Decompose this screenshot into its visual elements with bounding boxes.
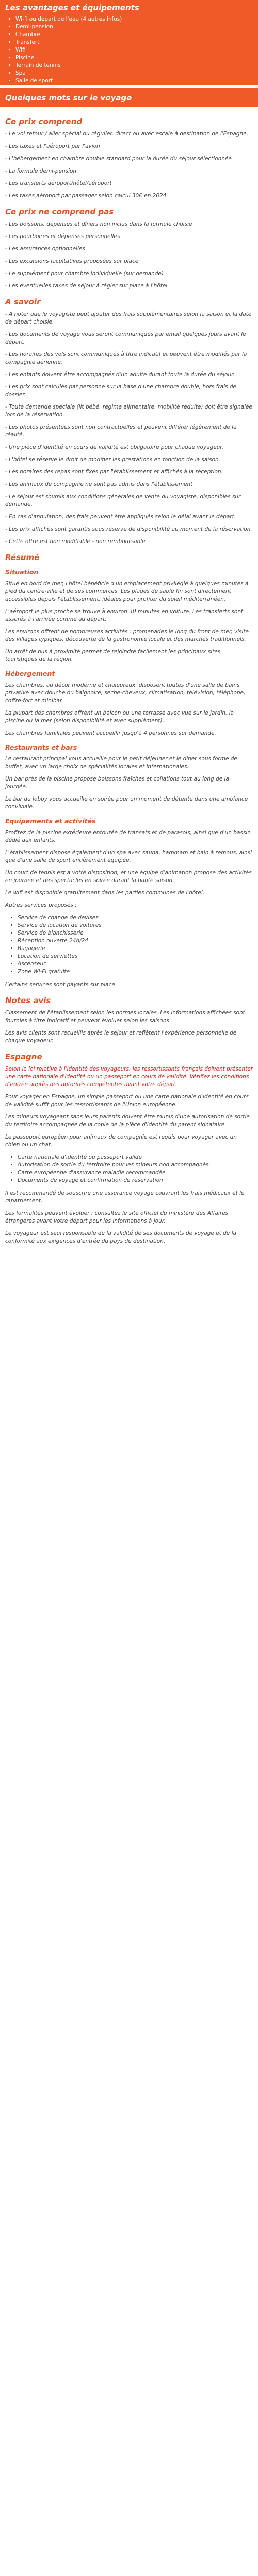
section-title-included: Ce prix comprend <box>5 117 83 126</box>
accommodation-paragraph: La plupart des chambres offrent un balcon ou une terrasse avec vue sur le jardin, la piscine ou la mer (selon disponibilité et avec supplément). <box>5 710 234 724</box>
not-included-line: - Les excursions facultatives proposées sur place <box>5 258 139 264</box>
not-included-line: - Le supplément pour chambre individuelle (sur demande) <box>5 270 164 277</box>
requirement-item: • Carte nationale d'identité ou passeport valide <box>18 1154 253 1161</box>
included-line: - Les transferts aéroport/hôtel/aéroport <box>5 180 112 187</box>
service-item: • Service de location de voitures <box>18 922 253 929</box>
included-line: - La formule demi-pension <box>5 168 77 174</box>
subsection-title-restaurants: Restaurants et bars <box>5 743 77 751</box>
advantage-item: • Salle de sport <box>15 77 258 85</box>
service-item: • Bagagerie <box>18 945 253 953</box>
spain-paragraph: Les mineurs voyageant sans leurs parents doivent être munis d'une autorisation de sortie du territoire accompagnée de la copie de la pièce d'identité du parent signataire. <box>5 1114 250 1128</box>
included-line: - Le vol retour / aller spécial ou régulier, direct ou avec escale à destination de l'Espagne. <box>5 131 248 137</box>
not-included-line: - Les assurances optionnelles <box>5 246 85 252</box>
not-included-line: - Les pourboires et dépenses personnelles <box>5 233 120 240</box>
service-item: • Ascenseur <box>18 960 253 968</box>
spain-requirements-list <box>5 1154 253 1184</box>
accommodation-paragraph: Les chambres familiales peuvent accueillir jusqu'à 4 personnes sur demande. <box>5 730 216 736</box>
section-title-good-to-know: A savoir <box>5 297 41 307</box>
facilities-paragraph: Le wifi est disponible gratuitement dans les parties communes de l'hôtel. <box>5 890 205 896</box>
restaurant-paragraph: Le bar du lobby vous accueille en soirée pour un moment de détente dans une ambiance conviviale. <box>5 796 248 810</box>
spain-closing: Le voyageur est seul responsable de la validité de ses documents de voyage et de la conformité aux exigences d'entrée du pays de destination. <box>5 1230 236 1244</box>
advantage-item: • Chambre <box>15 31 258 39</box>
info-line: - Les prix sont calculés par personne sur la base d'une chambre double, hors frais de dossier. <box>5 384 236 398</box>
spain-paragraph: Pour voyager en Espagne, un simple passeport ou une carte nationale d'identité en cours de validité suffit pour les ressortissants de l'Union européenne. <box>5 1094 249 1108</box>
trip-intro-band: Quelques mots sur le voyage <box>0 88 258 107</box>
subsection-title-accommodation: Hébergement <box>5 670 55 677</box>
not-included-line: - Les éventuelles taxes de séjour à régler sur place à l'hôtel <box>5 283 168 289</box>
info-line: - Les documents de voyage vous seront communiqués par email quelques jours avant le départ. <box>5 331 246 345</box>
not-included-line: - Les boissons, dépenses et dîners non inclus dans la formule choisie <box>5 221 192 227</box>
requirement-item: • Carte européenne d'assurance maladie recommandée <box>18 1169 253 1177</box>
info-line: - Toute demande spéciale (lit bébé, régime alimentaire, mobilité réduite) doit être signalée lors de la réservation. <box>5 404 252 418</box>
page <box>0 0 258 1260</box>
spain-alert: Selon la loi relative à l'identité des voyageurs, les ressortissants français doivent présenter une carte nationale d'identité ou un passeport en cours de validité. Vérifiez les conditions d'entrée auprès des autorités compétentes avant votre départ. <box>5 1066 253 1088</box>
service-item: • Service de change de devises <box>18 914 253 922</box>
facilities-paragraph: Profitez de la piscine extérieure entourée de transats et de parasols, ainsi que d'un bassin dédié aux enfants. <box>5 829 251 843</box>
advantage-item: • Wifi <box>15 46 258 54</box>
info-line: - Une pièce d'identité en cours de validité est obligatoire pour chaque voyageur. <box>5 444 224 450</box>
included-line: - Les taxes et l'aéroport par l'avion <box>5 143 100 149</box>
restaurant-paragraph: Un bar près de la piscine propose boissons fraîches et collations tout au long de la journée. <box>5 776 229 790</box>
accommodation-paragraph: Les chambres, au décor moderne et chaleureux, disposent toutes d'une salle de bains privative avec douche ou baignoire, sèche-cheveux, climatisation, télévision, téléphone, coffre-fort et minibar. <box>5 682 246 704</box>
services-list <box>5 914 253 976</box>
service-item: • Zone Wi-Fi gratuite <box>18 968 253 976</box>
subsection-title-facilities: Equipements et activités <box>5 817 96 825</box>
info-line: - Les photos présentées sont non contractuelles et peuvent différer légèrement de la réalité. <box>5 424 237 438</box>
spain-paragraph: Le passeport européen pour animaux de compagnie est requis pour voyager avec un chien ou un chat. <box>5 1134 237 1148</box>
facilities-paragraph: L'établissement dispose également d'un spa avec sauna, hammam et bain à remous, ainsi que d'une salle de sport entièrement équipée. <box>5 850 252 863</box>
requirement-item: • Documents de voyage et confirmation de réservation <box>18 1177 253 1184</box>
info-line: - Les prix affichés sont garantis sous réserve de disponibilité au moment de la réservation. <box>5 526 252 532</box>
included-line: - Les taxes aéroport par passager selon calcul 30€ en 2024 <box>5 193 167 199</box>
section-title-spain: Espagne <box>5 1052 42 1061</box>
service-item: • Réception ouverte 24h/24 <box>18 937 253 945</box>
facilities-paragraph: Un court de tennis est à votre disposition, et une équipe d'animation propose des activités en journée et des spectacles en soirée durant la haute saison. <box>5 870 252 884</box>
service-item: • Service de blanchisserie <box>18 929 253 937</box>
advantage-item: • Terrain de tennis <box>15 62 258 70</box>
non-refundable-note: - Cette offre est non modifiable - non remboursable <box>5 538 146 545</box>
service-item: • Location de serviettes <box>18 953 253 960</box>
advantage-item: • Wi-fi ou départ de l'eau (4 autres infos) <box>15 15 258 23</box>
spain-closing: Il est recommandé de souscrire une assurance voyage couvrant les frais médicaux et le rapatriement. <box>5 1190 245 1204</box>
section-title-summary: Résumé <box>5 553 40 562</box>
advantages-list <box>0 15 258 85</box>
location-paragraph: Un arrêt de bus à proximité permet de rejoindre facilement les principaux sites touristiques de la région. <box>5 649 221 663</box>
info-line: - Les horaires des repas sont fixés par l'établissement et affichés à la réception. <box>5 469 223 475</box>
info-line: - Les horaires des vols sont communiqués à titre indicatif et peuvent être modifiés par la compagnie aérienne. <box>5 351 247 365</box>
advantages-title: Les avantages et équipements <box>5 3 139 12</box>
location-paragraph: Les environs offrent de nombreuses activités : promenades le long du front de mer, visite des villages typiques, découverte de la gastronomie locale et des marchés traditionnels. <box>5 629 249 642</box>
notes-paragraph: Les avis clients sont recueillis après le séjour et reflètent l'expérience personnelle de chaque voyageur. <box>5 1030 237 1044</box>
info-line: - A noter que le voyagiste peut ajouter des frais supplémentaires selon la saison et la date de départ choisie. <box>5 311 252 325</box>
info-line: - Le séjour est soumis aux conditions générales de vente du voyagiste, disponibles sur demande. <box>5 494 241 507</box>
services-heading: Autres services proposés : <box>5 902 77 908</box>
spain-closing: Les formalités peuvent évoluer : consultez le site officiel du ministère des Affaires étrangères avant votre départ pour les informations à jour. <box>5 1210 229 1224</box>
info-line: - Les animaux de compagnie ne sont pas admis dans l'établissement. <box>5 481 195 487</box>
section-title-not-included: Ce prix ne comprend pas <box>5 207 114 216</box>
location-paragraph: L'aéroport le plus proche se trouve à environ 30 minutes en voiture. Les transferts sont assurés à l'arrivée comme au départ. <box>5 608 244 622</box>
info-line: - En cas d'annulation, des frais peuvent être appliqués selon le délai avant le départ. <box>5 514 236 520</box>
services-note: Certains services sont payants sur place. <box>5 981 117 988</box>
section-title-notes: Notes avis <box>5 996 51 1005</box>
location-paragraph: Situé en bord de mer, l'hôtel bénéficie d'un emplacement privilégié à quelques minutes à pied du centre-ville et de ses commerces. Les plages de sable fin sont directement accessibles depuis l'établissement, idéales pour profiter du soleil méditerranéen. <box>5 581 249 602</box>
info-line: - Les enfants doivent être accompagnés d'un adulte durant toute la durée du séjour. <box>5 371 235 378</box>
restaurant-paragraph: Le restaurant principal vous accueille pour le petit déjeuner et le dîner sous forme de buffet, avec un large choix de spécialités locales et internationales. <box>5 756 237 770</box>
advantage-item: • Demi-pension <box>15 23 258 31</box>
included-line: - L'hébergement en chambre double standard pour la durée du séjour sélectionnée <box>5 156 232 162</box>
advantages-band <box>0 0 258 85</box>
subsection-title-location: Situation <box>5 568 39 576</box>
advantage-item: • Transfert <box>15 39 258 46</box>
info-line: - L'hôtel se réserve le droit de modifier les prestations en fonction de la saison. <box>5 456 221 463</box>
advantage-item: • Piscine <box>15 54 258 62</box>
advantage-item: • Spa <box>15 70 258 77</box>
main-content <box>0 107 258 1260</box>
requirement-item: • Autorisation de sortie du territoire pour les mineurs non accompagnés <box>18 1161 253 1169</box>
notes-paragraph: Classement de l'établissement selon les normes locales. Les informations affichées sont fournies à titre indicatif et peuvent évoluer selon les saisons. <box>5 1010 245 1024</box>
